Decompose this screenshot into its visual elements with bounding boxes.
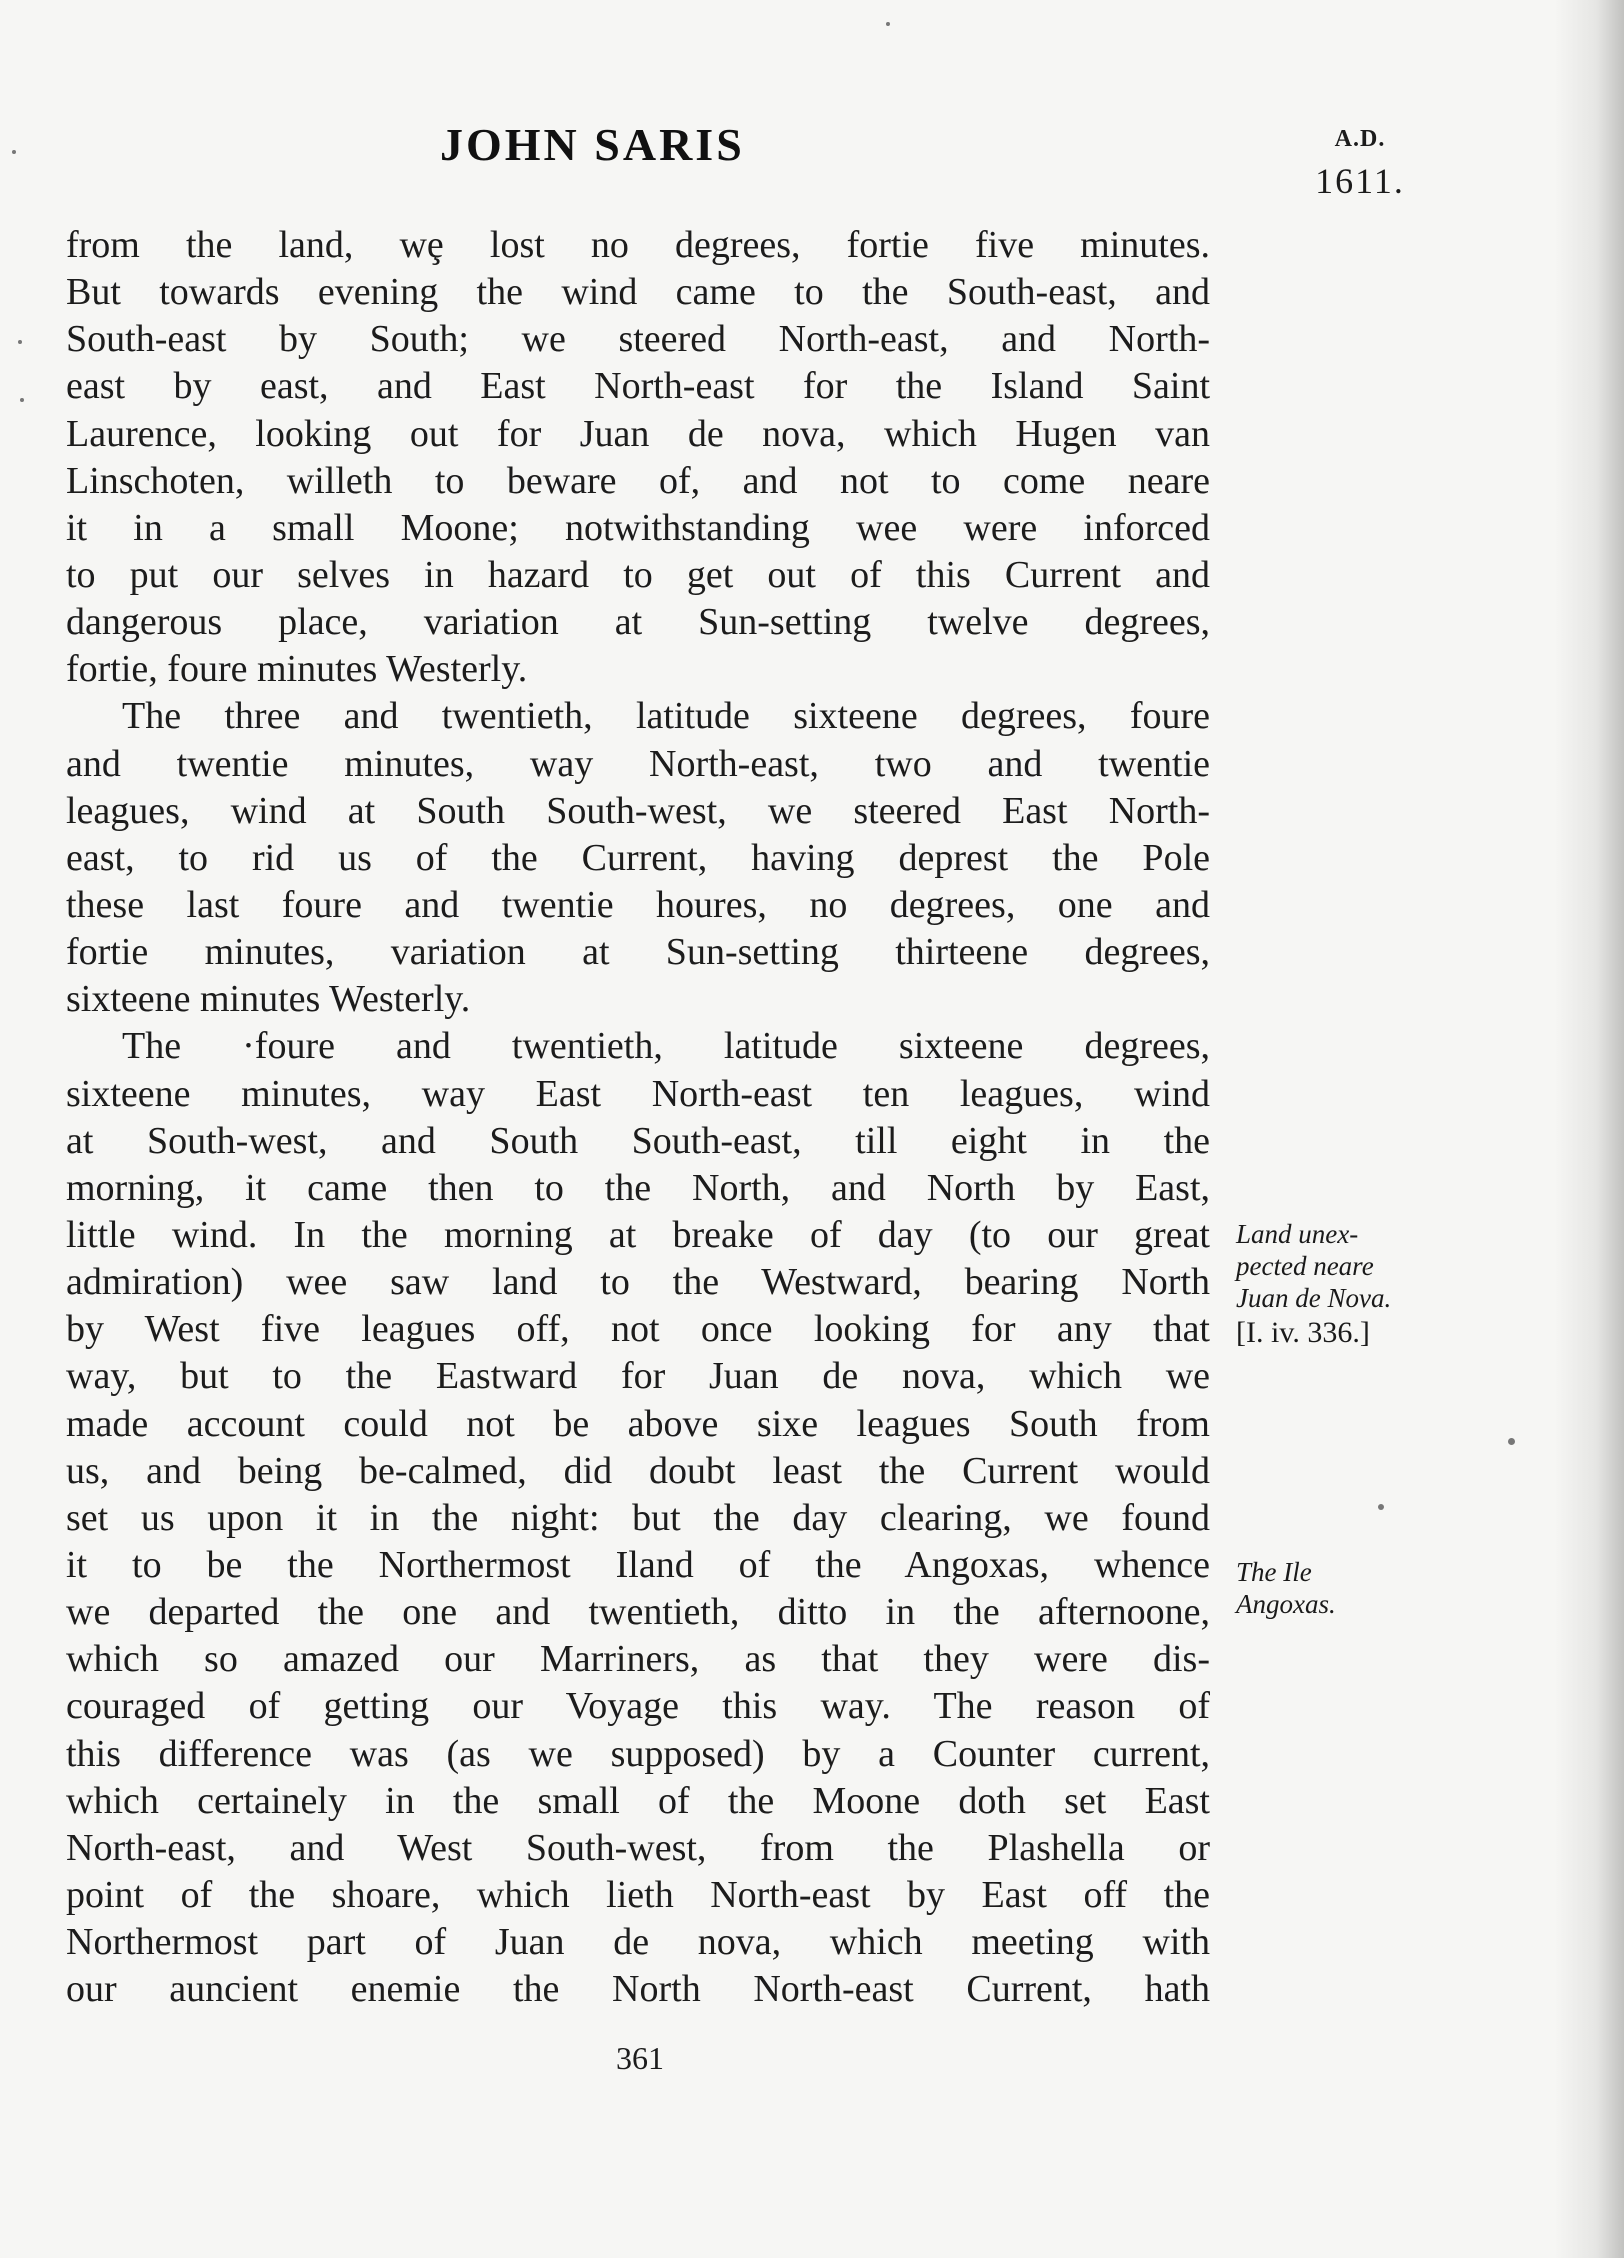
text-line: set us upon it in the night: but the day clearing, we found xyxy=(66,1496,1210,1539)
text-line: our auncient enemie the North North-east Current, hath xyxy=(66,1968,1210,2011)
text-line: fortie minutes, variation at Sun-setting thirteene degrees, xyxy=(66,931,1210,974)
body-text xyxy=(66,222,1210,2013)
text-line: which so amazed our Marriners, as that they were dis- xyxy=(66,1638,1210,1681)
year-label: 1611. xyxy=(1315,161,1405,201)
text-line: Laurence, looking out for Juan de nova, which Hugen van xyxy=(66,412,1210,455)
margin-note-line: pected neare xyxy=(1236,1251,1374,1281)
margin-note-line: Land unex- xyxy=(1236,1219,1359,1249)
text-line: little wind. In the morning at breake of day (to our great xyxy=(66,1213,1210,1256)
text-line: But towards evening the wind came to the South-east, and xyxy=(66,271,1210,314)
margin-note-reference: [I. iv. 336.] xyxy=(1236,1316,1370,1349)
text-line: leagues, wind at South South-west, we steered East North- xyxy=(66,789,1210,832)
text-line: east, to rid us of the Current, having deprest the Pole xyxy=(66,836,1210,879)
text-line: it in a small Moone; notwithstanding wee were inforced xyxy=(66,506,1210,549)
text-line: this difference was (as we supposed) by a Counter current, xyxy=(66,1732,1210,1775)
text-line: Linschoten, willeth to beware of, and not to come neare xyxy=(66,459,1210,502)
text-line: morning, it came then to the North, and North by East, xyxy=(66,1166,1210,1209)
text-line: us, and being be-calmed, did doubt least the Current would xyxy=(66,1449,1210,1492)
text-line: these last foure and twentie houres, no degrees, one and xyxy=(66,883,1210,926)
text-line: couraged of getting our Voyage this way. The reason of xyxy=(66,1685,1210,1728)
page-number: 361 xyxy=(616,2040,664,2076)
text-line: to put our selves in hazard to get out of this Current and xyxy=(66,553,1210,596)
margin-note-line: Angoxas. xyxy=(1236,1589,1336,1619)
text-line: point of the shoare, which lieth North-east by East off the xyxy=(66,1873,1210,1916)
era-label: A.D. xyxy=(1334,126,1386,152)
text-line: The three and twentieth, latitude sixteene degrees, foure xyxy=(122,695,1210,738)
text-line: made account could not be above sixe leagues South from xyxy=(66,1402,1210,1445)
text-line: fortie, foure minutes Westerly. xyxy=(66,648,528,691)
text-line: east by east, and East North-east for the Island Saint xyxy=(66,365,1210,408)
text-line: South-east by South; we steered North-east, and North- xyxy=(66,318,1210,361)
text-line: at South-west, and South South-east, till eight in the xyxy=(66,1119,1210,1162)
text-line: which certainely in the small of the Moone doth set East xyxy=(66,1779,1210,1822)
text-line: dangerous place, variation at Sun-setting twelve degrees, xyxy=(66,601,1210,644)
page-gutter-shadow xyxy=(1554,0,1624,2258)
text-line: sixteene minutes Westerly. xyxy=(66,978,471,1021)
text-line: Northermost part of Juan de nova, which meeting with xyxy=(66,1921,1210,1964)
text-line: The ·foure and twentieth, latitude sixteene degrees, xyxy=(122,1025,1210,1068)
text-line: sixteene minutes, way East North-east ten leagues, wind xyxy=(66,1072,1210,1115)
text-line: and twentie minutes, way North-east, two and twentie xyxy=(66,742,1210,785)
scan-speck xyxy=(1508,1438,1515,1445)
running-title: JOHN SARIS xyxy=(440,119,745,170)
scan-speck xyxy=(12,150,16,154)
margin-note-isle xyxy=(1236,1556,1336,1620)
margin-note-line: The Ile xyxy=(1236,1557,1312,1587)
text-line: admiration) wee saw land to the Westward, bearing North xyxy=(66,1261,1210,1304)
text-line: it to be the Northermost Iland of the Angoxas, whence xyxy=(66,1543,1210,1586)
text-line: from the land, wȩ lost no degrees, fortie five minutes. xyxy=(66,224,1210,266)
margin-note-land xyxy=(1236,1218,1391,1352)
scan-speck xyxy=(20,398,24,402)
scan-speck xyxy=(886,22,890,26)
text-line: we departed the one and twentieth, ditto in the afternoone, xyxy=(66,1591,1210,1634)
text-line: by West five leagues off, not once looking for any that xyxy=(66,1308,1210,1351)
text-line: North-east, and West South-west, from the Plashella or xyxy=(66,1826,1210,1869)
margin-note-line: Juan de Nova. xyxy=(1236,1283,1392,1313)
scan-speck xyxy=(18,340,22,344)
scan-speck xyxy=(1378,1504,1384,1510)
text-line: way, but to the Eastward for Juan de nova, which we xyxy=(66,1355,1210,1398)
